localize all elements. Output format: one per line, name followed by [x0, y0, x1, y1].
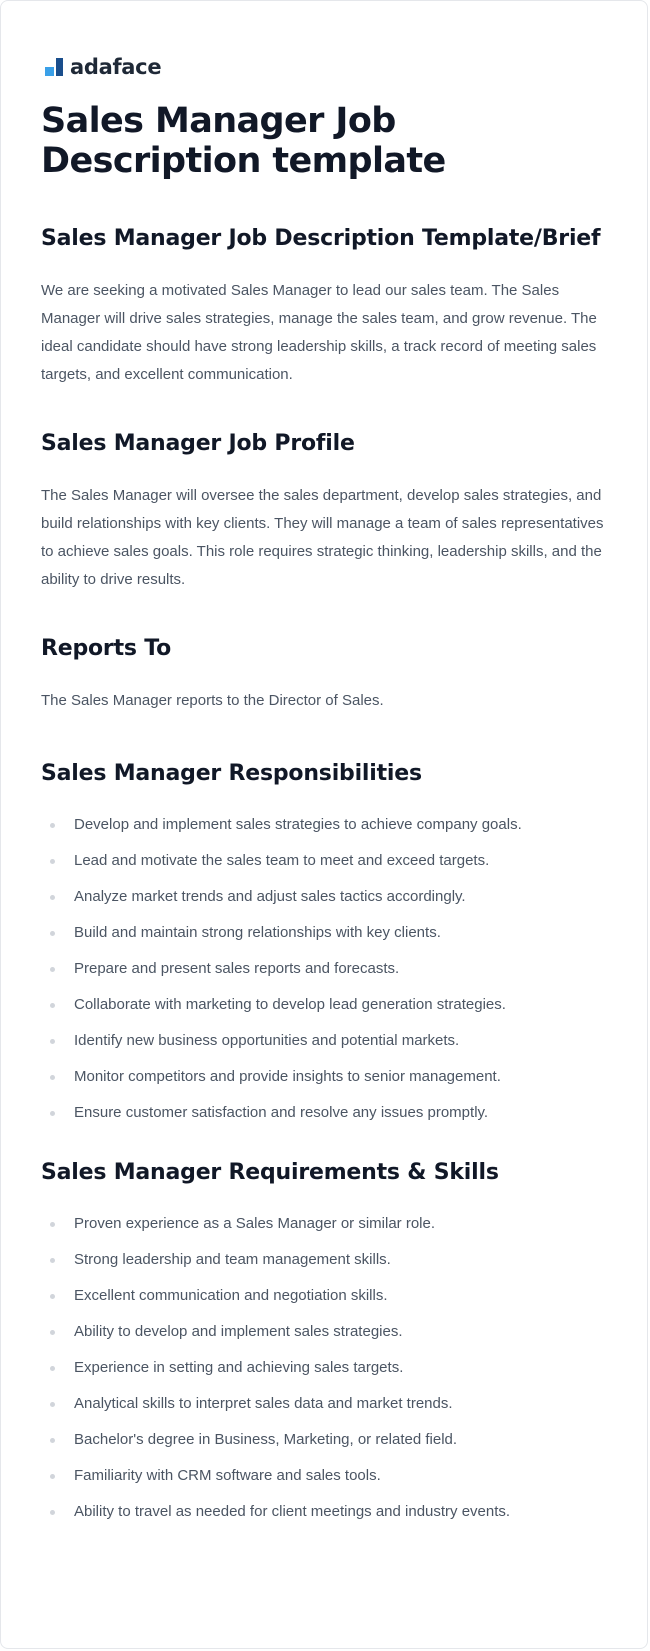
- list-item: Build and maintain strong relationships with key clients.: [41, 915, 611, 951]
- responsibilities-list: [41, 807, 611, 1131]
- list-item: Bachelor's degree in Business, Marketing, or related field.: [41, 1422, 611, 1458]
- brief-heading: Sales Manager Job Description Template/Brief: [41, 226, 601, 251]
- reports-to-heading: Reports To: [41, 636, 172, 661]
- profile-heading: Sales Manager Job Profile: [41, 431, 355, 456]
- page-title: Sales Manager Job Description template: [41, 101, 446, 181]
- list-item: Experience in setting and achieving sales targets.: [41, 1350, 611, 1386]
- list-item: Ensure customer satisfaction and resolve any issues promptly.: [41, 1095, 611, 1131]
- responsibilities-heading: Sales Manager Responsibilities: [41, 761, 422, 786]
- list-item: Develop and implement sales strategies to achieve company goals.: [41, 807, 611, 843]
- list-item: Prepare and present sales reports and forecasts.: [41, 951, 611, 987]
- list-item: Ability to travel as needed for client meetings and industry events.: [41, 1494, 611, 1530]
- adaface-logo-icon: [45, 57, 65, 77]
- list-item: Analyze market trends and adjust sales tactics accordingly.: [41, 879, 611, 915]
- profile-text: The Sales Manager will oversee the sales department, develop sales strategies, and build relationships with key clients. They will manage a team of sales representatives to achieve sales goals. This role requires strategic thinking, leadership skills, and the ability to drive results.: [41, 487, 604, 588]
- list-item: Ability to develop and implement sales strategies.: [41, 1314, 611, 1350]
- list-item: Familiarity with CRM software and sales tools.: [41, 1458, 611, 1494]
- list-item: Monitor competitors and provide insights to senior management.: [41, 1059, 611, 1095]
- reports-to-text: The Sales Manager reports to the Director of Sales.: [41, 692, 384, 709]
- list-item: Lead and motivate the sales team to meet and exceed targets.: [41, 843, 611, 879]
- list-item: Analytical skills to interpret sales data and market trends.: [41, 1386, 611, 1422]
- list-item: Collaborate with marketing to develop lead generation strategies.: [41, 987, 611, 1023]
- requirements-heading: Sales Manager Requirements & Skills: [41, 1160, 499, 1185]
- list-item: Excellent communication and negotiation skills.: [41, 1278, 611, 1314]
- brief-text: We are seeking a motivated Sales Manager to lead our sales team. The Sales Manager will drive sales strategies, manage the sales team, and grow revenue. The ideal candidate should have strong leadership skills, a track record of meeting sales targets, and excellent communication.: [41, 282, 597, 383]
- list-item: Strong leadership and team management skills.: [41, 1242, 611, 1278]
- brand-logo[interactable]: [45, 55, 161, 79]
- list-item: Proven experience as a Sales Manager or similar role.: [41, 1206, 611, 1242]
- requirements-list: [41, 1206, 611, 1530]
- brand-name: adaface: [70, 55, 162, 79]
- list-item: Identify new business opportunities and potential markets.: [41, 1023, 611, 1059]
